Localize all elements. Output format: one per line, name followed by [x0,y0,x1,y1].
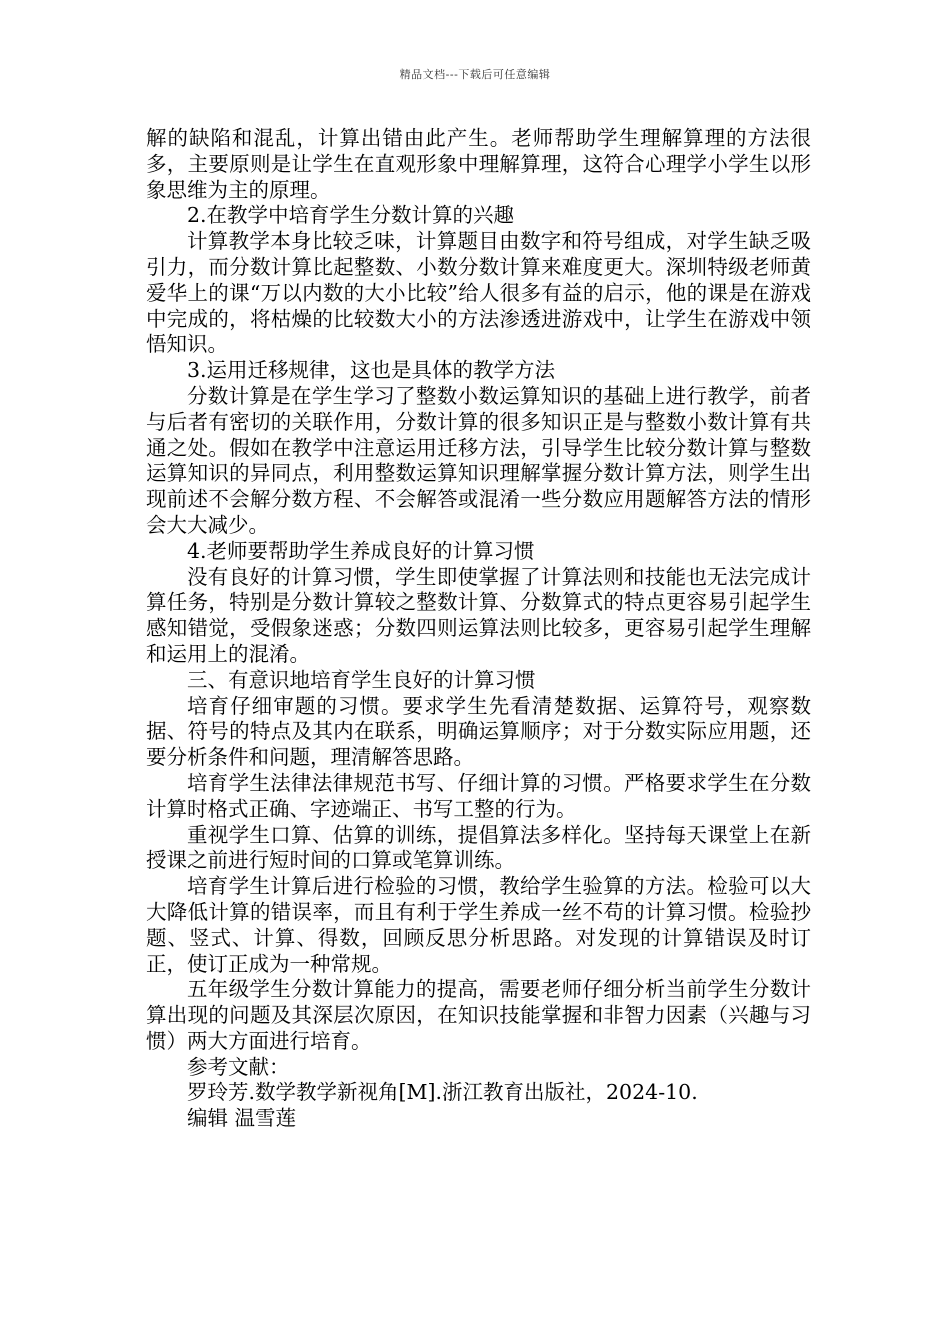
references-heading: 参考文献： [187,1054,290,1079]
document-body [146,126,811,1132]
body-paragraph: 解的缺陷和混乱，计算出错由此产生。老师帮助学生理解算理的方法很多，主要原则是让学生在直观形象中理解算理，这符合心理学小学生以形象思维为主的原理。 [146,126,811,202]
body-paragraph: 计算教学本身比较乏味，计算题目由数字和符号组成，对学生缺乏吸引力，而分数计算比起整数、小数分数计算来难度更大。深圳特级老师黄爱华上的课“万以内数的大小比较”给人很多有益的启示，他的课是在游戏中完成的，将枯燥的比较数大小的方法渗透进游戏中，让学生在游戏中领悟知识。 [146,229,811,357]
section-heading: 3.运用迁移规律，这也是具体的教学方法 [187,358,556,383]
body-paragraph: 分数计算是在学生学习了整数小数运算知识的基础上进行教学，前者与后者有密切的关联作用，分数计算的很多知识正是与整数小数计算有共通之处。假如在教学中注意运用迁移方法，引导学生比较分数计算与整数运算知识的异同点，利用整数运算知识理解掌握分数计算方法，则学生出现前述不会解分数方程、不会解答或混淆一些分数应用题解答方法的情形会大大减少。 [146,383,811,537]
section-heading: 三、有意识地培育学生良好的计算习惯 [187,667,536,692]
body-paragraph: 培育仔细审题的习惯。要求学生先看清楚数据、运算符号，观察数据、符号的特点及其内在联系，明确运算顺序；对于分数实际应用题，还要分析条件和问题，理清解答思路。 [146,693,811,770]
section-heading: 2.在教学中培育学生分数计算的兴趣 [187,203,515,228]
body-paragraph: 培育学生法律法律规范书写、仔细计算的习惯。严格要求学生在分数计算时格式正确、字迹端正、书写工整的行为。 [146,770,811,821]
body-paragraph: 没有良好的计算习惯，学生即使掌握了计算法则和技能也无法完成计算任务，特别是分数计算较之整数计算、分数算式的特点更容易引起学生感知错觉，受假象迷惑；分数四则运算法则比较多，更容易引起学生理解和运用上的混淆。 [146,564,811,666]
body-paragraph: 五年级学生分数计算能力的提高，需要老师仔细分析当前学生分数计算出现的问题及其深层次原因，在知识技能掌握和非智力因素（兴趣与习惯）两大方面进行培育。 [146,977,811,1053]
reference-entry: 罗玲芳.数学教学新视角[M].浙江教育出版社，2024-10. [187,1080,698,1105]
page-header: 精品文档---下载后可任意编辑 [399,68,551,81]
editor-credit: 编辑 温雪莲 [187,1106,297,1131]
section-heading: 4.老师要帮助学生养成良好的计算习惯 [187,538,535,563]
body-paragraph: 培育学生计算后进行检验的习惯，教给学生验算的方法。检验可以大大降低计算的错误率，而且有利于学生养成一丝不苟的计算习惯。检验抄题、竖式、计算、得数，回顾反思分析思路。对发现的计算错误及时订正，使订正成为一种常规。 [146,874,811,976]
body-paragraph: 重视学生口算、估算的训练，提倡算法多样化。坚持每天课堂上在新授课之前进行短时间的口算或笔算训练。 [146,822,811,873]
